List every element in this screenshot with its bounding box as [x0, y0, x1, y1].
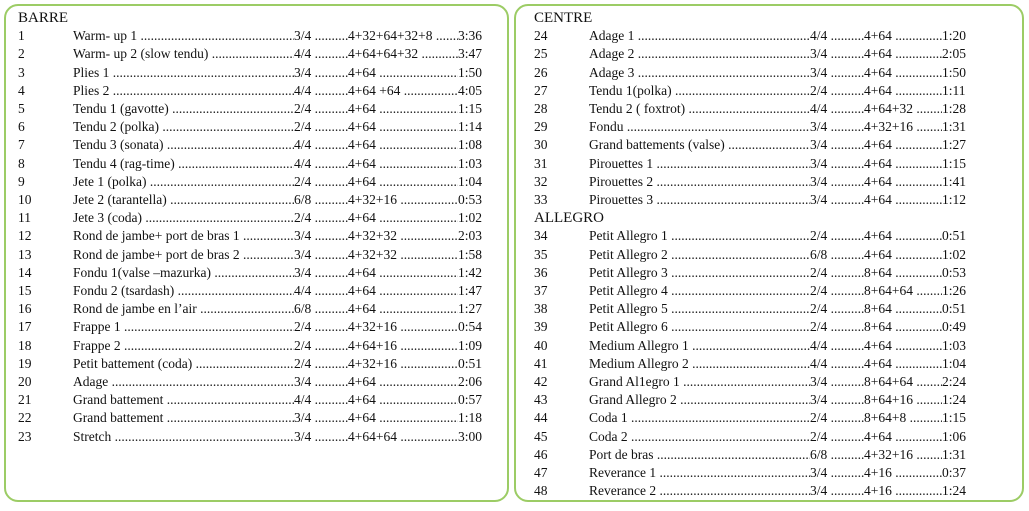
- track-name: Reverance 1 .....: [589, 464, 810, 482]
- track-phrase: 4+64 .....: [348, 100, 458, 118]
- track-number: 9: [18, 173, 25, 189]
- track-meter: 3/4 .....: [294, 64, 348, 82]
- track-name: Coda 2 .....: [589, 428, 810, 446]
- track-phrase: 4+64 .....: [348, 282, 458, 300]
- track-name: Tendu 4 (rag-time) .....: [73, 155, 294, 173]
- track-number: 36: [534, 264, 548, 280]
- track-meter: 4/4 .....: [810, 355, 864, 373]
- track-phrase: 4+64 +64 .....: [348, 82, 458, 100]
- track-phrase: 8+64+16 .....: [864, 391, 942, 409]
- track-duration: 1:28: [942, 101, 967, 116]
- track-duration: 2:03: [458, 228, 483, 244]
- track-meter: 3/4 .....: [294, 227, 348, 245]
- track-duration: 1:02: [458, 210, 483, 226]
- track-phrase: 4+64+32 .....: [864, 100, 942, 118]
- track-meter: 2/4 .....: [810, 82, 864, 100]
- track-duration: 4:05: [458, 82, 483, 98]
- track-meter: 4/4 .....: [810, 337, 864, 355]
- track-number: 13: [18, 246, 32, 262]
- track-duration: 1:04: [458, 173, 483, 189]
- track-phrase: 4+64 .....: [348, 391, 458, 409]
- track-meter: 4/4 .....: [294, 82, 348, 100]
- track-meter: 2/4 .....: [810, 282, 864, 300]
- track-duration: 1:06: [942, 428, 967, 444]
- track-name: Jete 3 (coda) .....: [73, 209, 294, 227]
- track-phrase: 4+64 .....: [348, 300, 458, 318]
- track-meter: 2/4 .....: [810, 227, 864, 245]
- track-number: 21: [18, 392, 32, 408]
- track-meter: 3/4 .....: [810, 373, 864, 391]
- track-number: 23: [18, 428, 32, 444]
- track-duration: 1:04: [942, 355, 967, 371]
- track-duration: 1:47: [458, 283, 483, 298]
- track-name: Grand battement .....: [73, 391, 294, 409]
- track-meter: 3/4 .....: [810, 391, 864, 409]
- track-phrase: 4+16 .....: [864, 464, 942, 482]
- track-name: Grand Allegro 2 .....: [589, 391, 810, 409]
- track-phrase: 4+64 .....: [348, 64, 458, 82]
- track-meter: 3/4 .....: [810, 482, 864, 500]
- track-duration: 0:51: [942, 301, 967, 317]
- track-meter: 2/4 .....: [810, 409, 864, 427]
- track-name: Fondu 2 (tsardash) .....: [73, 282, 294, 300]
- track-number: 20: [18, 374, 32, 389]
- track-duration: 1:18: [458, 410, 483, 426]
- track-meter: 2/4 .....: [810, 428, 864, 446]
- track-meter: 3/4 .....: [810, 464, 864, 482]
- track-number: 10: [18, 192, 32, 207]
- track-duration: 1:50: [942, 64, 967, 80]
- track-number: 12: [18, 228, 32, 244]
- track-duration: 1:02: [942, 246, 967, 262]
- track-name: Petit Allegro 5 .....: [589, 300, 810, 318]
- track-number: 48: [534, 483, 548, 499]
- track-number: 29: [534, 119, 548, 135]
- track-phrase: 4+64 .....: [864, 136, 942, 154]
- track-name: Medium Allegro 2 .....: [589, 355, 810, 373]
- track-meter: 3/4 .....: [810, 136, 864, 154]
- track-duration: 1:24: [942, 483, 967, 499]
- track-phrase: 4+64 .....: [348, 264, 458, 282]
- track-number: 24: [534, 28, 548, 44]
- track-meter: 3/4 .....: [294, 264, 348, 282]
- track-name: Rond de jambe en l’air .....: [73, 300, 294, 318]
- track-duration: 3:47: [458, 46, 483, 62]
- track-phrase: 4+64 .....: [864, 428, 942, 446]
- track-phrase: 4+32+16 .....: [864, 118, 942, 136]
- track-duration: 1:26: [942, 283, 967, 298]
- track-name: Petit Allegro 2 .....: [589, 246, 810, 264]
- track-name: Tendu 1(polka) .....: [589, 82, 810, 100]
- track-meter: 4/4 .....: [294, 282, 348, 300]
- track-number: 39: [534, 319, 548, 335]
- track-number: 46: [534, 446, 548, 462]
- track-phrase: 4+64 .....: [348, 373, 458, 391]
- track-phrase: 8+64 .....: [864, 318, 942, 336]
- track-phrase: 4+32+32 .....: [348, 227, 458, 245]
- track-number: 6: [18, 119, 25, 135]
- track-name: Warm- up 1 .....: [73, 27, 294, 45]
- track-meter: 2/4 .....: [294, 209, 348, 227]
- track-meter: 6/8 .....: [810, 446, 864, 464]
- barre-section-title: BARRE: [18, 10, 69, 26]
- track-phrase: 4+64 .....: [864, 246, 942, 264]
- track-number: 19: [18, 355, 32, 371]
- track-number: 7: [18, 137, 25, 153]
- track-number: 41: [534, 355, 548, 371]
- track-phrase: 4+32+16 .....: [348, 191, 458, 209]
- track-number: 26: [534, 64, 548, 80]
- track-phrase: 8+64 .....: [864, 264, 942, 282]
- track-phrase: 4+64 .....: [864, 45, 942, 63]
- track-duration: 3:36: [458, 28, 483, 44]
- track-phrase: 4+64 .....: [348, 155, 458, 173]
- track-meter: 3/4 .....: [294, 428, 348, 446]
- track-phrase: 4+64 .....: [864, 227, 942, 245]
- track-number: 38: [534, 301, 548, 317]
- track-name: Fondu .....: [589, 118, 810, 136]
- track-duration: 1:58: [458, 246, 483, 262]
- track-phrase: 4+64 .....: [864, 191, 942, 209]
- track-meter: 3/4 .....: [294, 373, 348, 391]
- track-duration: 1:27: [942, 137, 967, 153]
- track-meter: 2/4 .....: [294, 355, 348, 373]
- track-phrase: 4+64 .....: [864, 64, 942, 82]
- track-name: Frappe 2 .....: [73, 337, 294, 355]
- track-duration: 2:05: [942, 46, 967, 62]
- track-meter: 2/4 .....: [294, 118, 348, 136]
- track-name: Reverance 2 .....: [589, 482, 810, 500]
- track-name: Grand battement .....: [73, 409, 294, 427]
- track-meter: 6/8 .....: [294, 191, 348, 209]
- track-duration: 0:49: [942, 319, 967, 335]
- track-meter: 3/4 .....: [810, 64, 864, 82]
- track-duration: 1:27: [458, 301, 483, 317]
- track-number: 18: [18, 337, 32, 353]
- track-name: Adage .....: [73, 373, 294, 391]
- track-duration: 0:57: [458, 392, 483, 408]
- track-duration: 0:54: [458, 319, 483, 335]
- track-name: Rond de jambe+ port de bras 2 .....: [73, 246, 294, 264]
- track-meter: 2/4 .....: [810, 300, 864, 318]
- track-meter: 4/4 .....: [810, 27, 864, 45]
- track-duration: 1:41: [942, 173, 967, 189]
- track-phrase: 4+64 .....: [864, 173, 942, 191]
- track-duration: 0:53: [942, 264, 967, 280]
- track-phrase: 4+64 .....: [348, 118, 458, 136]
- track-number: 11: [18, 210, 31, 226]
- track-phrase: 8+64+8 .....: [864, 409, 942, 427]
- track-meter: 2/4 .....: [810, 318, 864, 336]
- track-phrase: 4+64 .....: [348, 209, 458, 227]
- track-phrase: 4+64 .....: [864, 155, 942, 173]
- track-phrase: 4+64 .....: [864, 355, 942, 373]
- track-duration: 0:37: [942, 465, 967, 480]
- track-number: 1: [18, 28, 25, 44]
- track-number: 3: [18, 64, 25, 80]
- track-number: 33: [534, 192, 548, 207]
- track-duration: 1:42: [458, 264, 483, 280]
- track-name: Adage 1 .....: [589, 27, 810, 45]
- track-number: 37: [534, 283, 548, 298]
- track-duration: 2:06: [458, 374, 483, 389]
- track-duration: 1:14: [458, 119, 483, 135]
- track-number: 27: [534, 82, 548, 98]
- track-name: Plies 1 .....: [73, 64, 294, 82]
- track-meter: 3/4 .....: [810, 45, 864, 63]
- track-duration: 1:31: [942, 446, 967, 462]
- track-phrase: 4+32+16 .....: [348, 318, 458, 336]
- track-number: 45: [534, 428, 548, 444]
- track-name: Tendu 2 (polka) .....: [73, 118, 294, 136]
- track-name: Adage 3 .....: [589, 64, 810, 82]
- track-number: 8: [18, 155, 25, 171]
- track-phrase: 4+16 .....: [864, 482, 942, 500]
- track-name: Tendu 1 (gavotte) .....: [73, 100, 294, 118]
- track-number: 42: [534, 374, 548, 389]
- track-duration: 1:31: [942, 119, 967, 135]
- track-duration: 1:15: [942, 410, 967, 426]
- track-meter: 4/4 .....: [810, 100, 864, 118]
- track-meter: 4/4 .....: [294, 155, 348, 173]
- track-phrase: 4+64+64+32 .....: [348, 45, 458, 63]
- track-duration: 0:51: [942, 228, 967, 244]
- track-phrase: 4+64 .....: [864, 27, 942, 45]
- track-meter: 2/4 .....: [294, 318, 348, 336]
- track-name: Pirouettes 1 .....: [589, 155, 810, 173]
- track-duration: 1:24: [942, 392, 967, 408]
- centre-section-title: CENTRE: [534, 10, 593, 26]
- track-meter: 3/4 .....: [294, 27, 348, 45]
- track-duration: 1:15: [458, 101, 483, 116]
- track-meter: 4/4 .....: [294, 391, 348, 409]
- track-name: Petit Allegro 6 .....: [589, 318, 810, 336]
- track-phrase: 4+32+32 .....: [348, 246, 458, 264]
- track-phrase: 4+64 .....: [348, 136, 458, 154]
- track-phrase: 4+64+16 .....: [348, 337, 458, 355]
- track-name: Petit Allegro 4 .....: [589, 282, 810, 300]
- track-name: Coda 1 .....: [589, 409, 810, 427]
- track-name: Petit battement (coda) .....: [73, 355, 294, 373]
- track-name: Warm- up 2 (slow tendu) .....: [73, 45, 294, 63]
- track-name: Rond de jambe+ port de bras 1 .....: [73, 227, 294, 245]
- track-meter: 3/4 .....: [810, 118, 864, 136]
- track-meter: 3/4 .....: [294, 246, 348, 264]
- track-number: 22: [18, 410, 32, 426]
- track-name: Medium Allegro 1 .....: [589, 337, 810, 355]
- track-number: 47: [534, 465, 548, 480]
- track-phrase: 4+64 .....: [864, 337, 942, 355]
- track-phrase: 4+64+64 .....: [348, 428, 458, 446]
- track-number: 34: [534, 228, 548, 244]
- track-name: Fondu 1(valse –mazurka) .....: [73, 264, 294, 282]
- track-duration: 0:51: [458, 355, 483, 371]
- track-phrase: 8+64+64 .....: [864, 373, 942, 391]
- track-meter: 2/4 .....: [294, 337, 348, 355]
- track-number: 43: [534, 392, 548, 408]
- track-meter: 3/4 .....: [294, 409, 348, 427]
- track-phrase: 4+32+64+32+8 .....: [348, 27, 458, 45]
- track-name: Port de bras .....: [589, 446, 810, 464]
- track-duration: 3:00: [458, 428, 483, 444]
- track-duration: 1:50: [458, 64, 483, 80]
- track-number: 32: [534, 173, 548, 189]
- track-number: 15: [18, 283, 32, 298]
- track-duration: 1:09: [458, 337, 483, 353]
- track-name: Tendu 2 ( foxtrot) .....: [589, 100, 810, 118]
- track-name: Grand battements (valse) .....: [589, 136, 810, 154]
- track-phrase: 4+64 .....: [864, 82, 942, 100]
- track-duration: 1:15: [942, 155, 967, 171]
- track-duration: 1:12: [942, 192, 967, 207]
- track-number: 30: [534, 137, 548, 153]
- track-duration: 1:03: [458, 155, 483, 171]
- track-meter: 6/8 .....: [294, 300, 348, 318]
- track-name: Petit Allegro 3 .....: [589, 264, 810, 282]
- track-name: Frappe 1 .....: [73, 318, 294, 336]
- track-meter: 3/4 .....: [810, 191, 864, 209]
- track-meter: 3/4 .....: [810, 173, 864, 191]
- track-duration: 1:08: [458, 137, 483, 153]
- track-name: Plies 2 .....: [73, 82, 294, 100]
- track-duration: 1:20: [942, 28, 967, 44]
- track-name: Tendu 3 (sonata) .....: [73, 136, 294, 154]
- track-number: 17: [18, 319, 32, 335]
- track-meter: 2/4 .....: [810, 264, 864, 282]
- track-phrase: 8+64+64 .....: [864, 282, 942, 300]
- track-name: Jete 1 (polka) .....: [73, 173, 294, 191]
- track-duration: 0:53: [458, 192, 483, 207]
- track-phrase: 4+64 .....: [348, 409, 458, 427]
- track-number: 31: [534, 155, 548, 171]
- track-number: 44: [534, 410, 548, 426]
- track-number: 16: [18, 301, 32, 317]
- track-number: 5: [18, 101, 25, 116]
- track-duration: 2:24: [942, 374, 967, 389]
- track-meter: 6/8 .....: [810, 246, 864, 264]
- allegro-section-title: ALLEGRO: [534, 210, 604, 227]
- track-number: 2: [18, 46, 25, 62]
- track-phrase: 4+32+16 .....: [348, 355, 458, 373]
- track-phrase: 8+64 .....: [864, 300, 942, 318]
- track-number: 25: [534, 46, 548, 62]
- track-duration: 1:11: [942, 82, 966, 98]
- track-name: Adage 2 .....: [589, 45, 810, 63]
- track-number: 40: [534, 337, 548, 353]
- track-name: Pirouettes 3 .....: [589, 191, 810, 209]
- track-meter: 4/4 .....: [294, 136, 348, 154]
- track-number: 28: [534, 101, 548, 116]
- track-meter: 4/4 .....: [294, 45, 348, 63]
- track-number: 35: [534, 246, 548, 262]
- track-name: Grand Al1egro 1 .....: [589, 373, 810, 391]
- track-number: 4: [18, 82, 25, 98]
- track-name: Petit Allegro 1 .....: [589, 227, 810, 245]
- track-meter: 2/4 .....: [294, 100, 348, 118]
- track-meter: 2/4 .....: [294, 173, 348, 191]
- track-phrase: 4+32+16 .....: [864, 446, 942, 464]
- track-meter: 3/4 .....: [810, 155, 864, 173]
- track-name: Pirouettes 2 .....: [589, 173, 810, 191]
- track-phrase: 4+64 .....: [348, 173, 458, 191]
- track-name: Jete 2 (tarantella) .....: [73, 191, 294, 209]
- track-duration: 1:03: [942, 337, 967, 353]
- track-number: 14: [18, 264, 32, 280]
- track-name: Stretch .....: [73, 428, 294, 446]
